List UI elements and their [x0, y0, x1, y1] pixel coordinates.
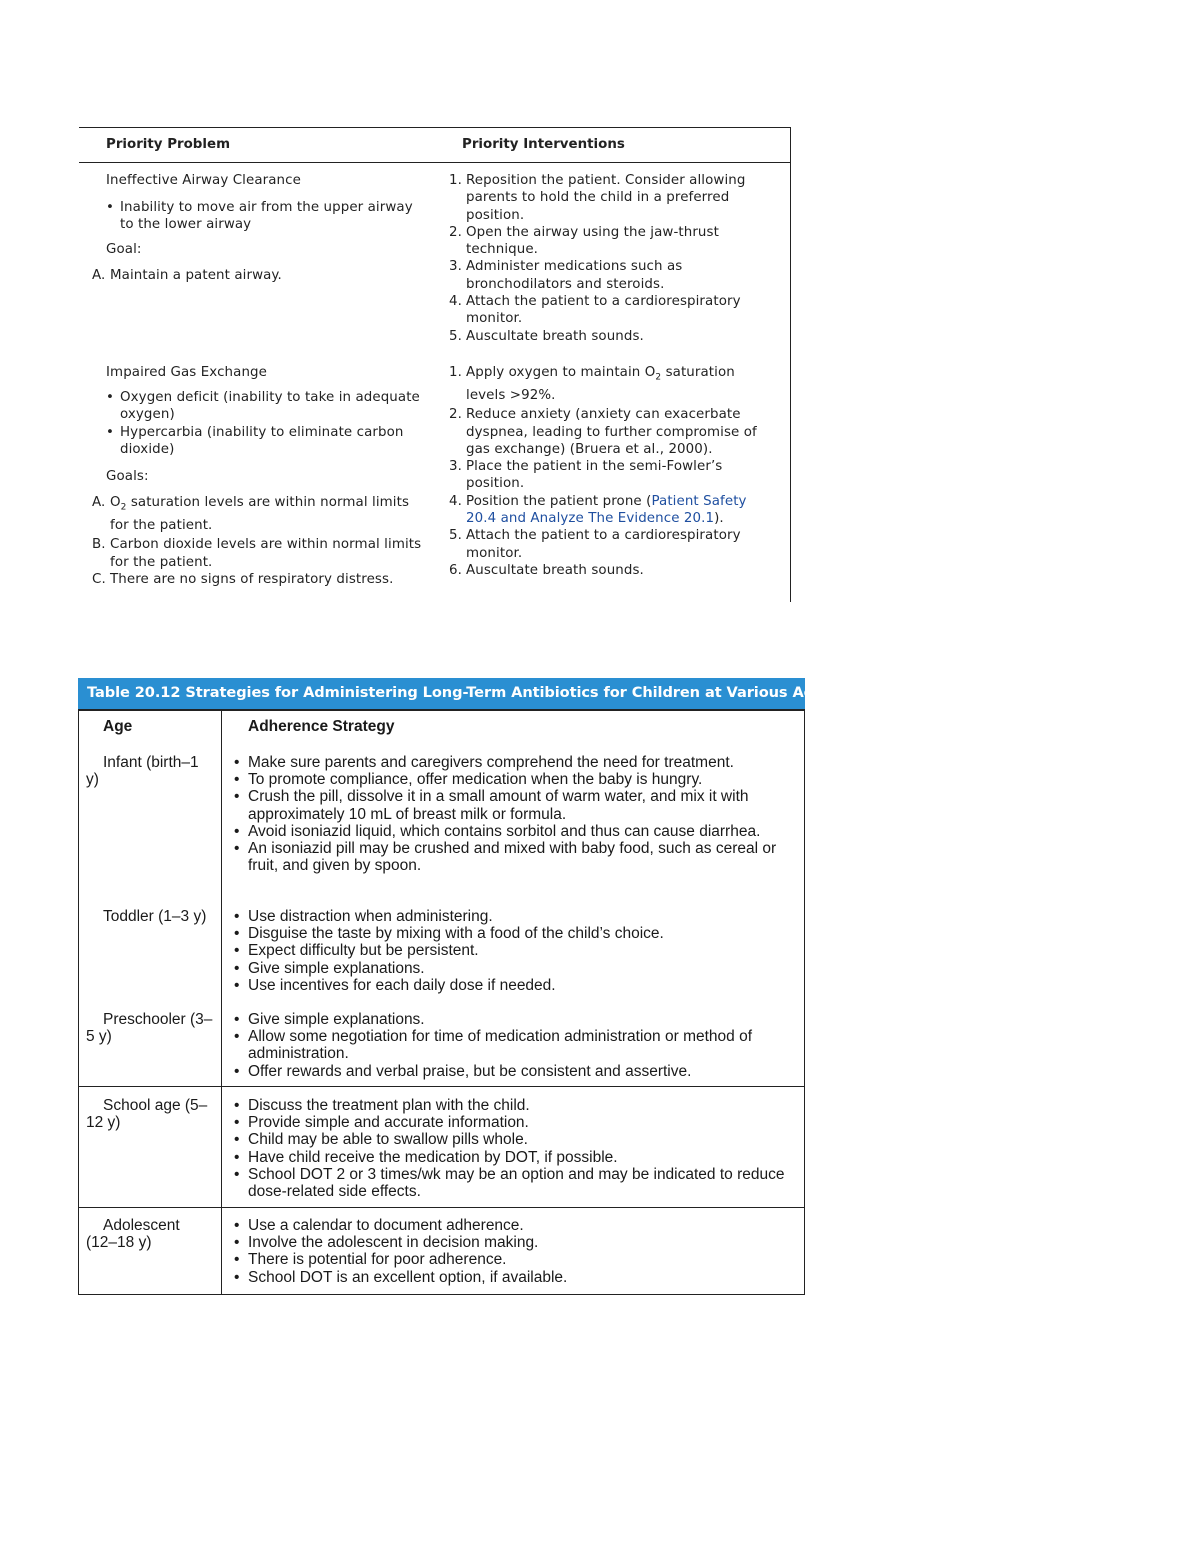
age-cell: Adolescent (12–18 y): [86, 1217, 180, 1252]
list-item: • Allow some negotiation for time of medication administration or method of administration.: [234, 1028, 794, 1062]
list-item: 4. Position the patient prone (Patient Safety 20.4 and Analyze The Evidence 20.1).: [449, 493, 747, 527]
list-item: 6. Auscultate breath sounds.: [449, 562, 644, 578]
list-item: • Involve the adolescent in decision making.: [234, 1234, 794, 1251]
list-item: • Oxygen deficit (inability to take in adequate oxygen): [106, 389, 426, 424]
list-item: 2. Open the airway using the jaw-thrust technique.: [449, 224, 719, 258]
table-row-rule: [78, 1086, 805, 1087]
list-item: • Discuss the treatment plan with the child.: [234, 1097, 794, 1114]
list-item: 1. Reposition the patient. Consider allowing parents to hold the child in a preferred position.: [449, 173, 746, 223]
list-item: B. Carbon dioxide levels are within normal limits for the patient.: [92, 537, 422, 570]
table-header-rule: [79, 162, 791, 163]
table-row-rule: [78, 1207, 805, 1208]
list-item: • Expect difficulty but be persistent.: [234, 942, 794, 959]
priority-table: [79, 127, 791, 602]
table-header-rule: [78, 709, 805, 711]
list-item: • Have child receive the medication by DOT, if possible.: [234, 1149, 794, 1166]
list-item: • Use a calendar to document adherence.: [234, 1217, 794, 1234]
age-cell: School age (5–12 y): [86, 1097, 208, 1132]
interventions-list: [449, 364, 769, 579]
list-item: • Disguise the taste by mixing with a food of the child’s choice.: [234, 925, 794, 942]
list-item: 1. Apply oxygen to maintain $O_2$ saturation levels >92%.: [449, 365, 735, 403]
table-top-rule: [79, 127, 791, 128]
list-item: • Child may be able to swallow pills whole.: [234, 1131, 794, 1148]
header-age: Age: [103, 718, 133, 735]
age-cell: Infant (birth–1 y): [86, 754, 199, 789]
list-item: • Offer rewards and verbal praise, but be consistent and assertive.: [234, 1063, 794, 1080]
list-item: A. Maintain a patent airway.: [92, 268, 282, 283]
table-right-rule: [790, 127, 791, 602]
list-item: • Crush the pill, dissolve it in a small amount of warm water, and mix it with approximately 10 mL of breast milk or formula.: [234, 788, 794, 822]
list-item: • Avoid isoniazid liquid, which contains sorbitol and thus can cause diarrhea.: [234, 823, 794, 840]
list-item: • Provide simple and accurate information.: [234, 1114, 794, 1131]
list-item: • Give simple explanations.: [234, 960, 794, 977]
list-item: • Use incentives for each daily dose if needed.: [234, 977, 794, 994]
goals-list: [92, 267, 432, 284]
strategy-list: [234, 1011, 794, 1080]
header-priority-problem: Priority Problem: [106, 137, 231, 152]
list-item: • Inability to move air from the upper airway to the lower airway: [106, 199, 426, 234]
antibiotics-strategy-table: [78, 678, 833, 1295]
list-item: • Hypercarbia (inability to eliminate carbon dioxide): [106, 424, 426, 459]
goals-list: [92, 494, 432, 588]
header-priority-interventions: Priority Interventions: [462, 137, 625, 152]
list-item: 3. Place the patient in the semi-Fowler’s position.: [449, 459, 723, 492]
table-caption: Table 20.12 Strategies for Administering Long-Term Antibiotics for Children at Various Ages: [78, 678, 805, 710]
strategy-list: [234, 754, 794, 874]
list-item: 5. Auscultate breath sounds.: [449, 328, 644, 344]
list-item: 3. Administer medications such as bronchodilators and steroids.: [449, 259, 683, 292]
list-item: • Use distraction when administering.: [234, 908, 794, 925]
list-item: • An isoniazid pill may be crushed and mixed with baby food, such as cereal or fruit, and given by spoon.: [234, 840, 794, 874]
list-item: • Make sure parents and caregivers comprehend the need for treatment.: [234, 754, 794, 771]
header-adherence-strategy: Adherence Strategy: [248, 718, 395, 735]
list-item: 4. Attach the patient to a cardiorespiratory monitor.: [449, 294, 741, 327]
list-item: C. There are no signs of respiratory distress.: [92, 571, 394, 587]
list-item: A. $O_2$ saturation levels are within normal limits for the patient.: [92, 495, 410, 533]
cross-reference-link[interactable]: Patient Safety 20.4 and Analyze The Evidence 20.1: [466, 493, 747, 527]
strategy-list: [234, 908, 794, 994]
list-item: • School DOT is an excellent option, if available.: [234, 1269, 794, 1286]
list-item: • School DOT 2 or 3 times/wk may be an option and may be indicated to reduce dose-related side effects.: [234, 1166, 794, 1200]
goal-label: Goal:: [106, 242, 142, 257]
list-item: 2. Reduce anxiety (anxiety can exacerbate dyspnea, leading to further compromise of gas exchange) (Bruera et al., 2000).: [449, 407, 757, 457]
strategy-list: [234, 1217, 794, 1286]
age-cell: Preschooler (3–5 y): [86, 1011, 213, 1046]
list-item: • To promote compliance, offer medication when the baby is hungry.: [234, 771, 794, 788]
goal-label: Goals:: [106, 469, 149, 484]
list-item: • There is potential for poor adherence.: [234, 1251, 794, 1268]
problem-bullets: [106, 389, 426, 458]
problem-title: Impaired Gas Exchange: [106, 365, 267, 380]
list-item: 5. Attach the patient to a cardiorespiratory monitor.: [449, 528, 741, 561]
list-item: • Give simple explanations.: [234, 1011, 794, 1028]
age-cell: Toddler (1–3 y): [103, 908, 207, 925]
strategy-list: [234, 1097, 794, 1200]
problem-bullets: [106, 199, 426, 234]
interventions-list: [449, 172, 767, 345]
problem-title: Ineffective Airway Clearance: [106, 173, 301, 188]
